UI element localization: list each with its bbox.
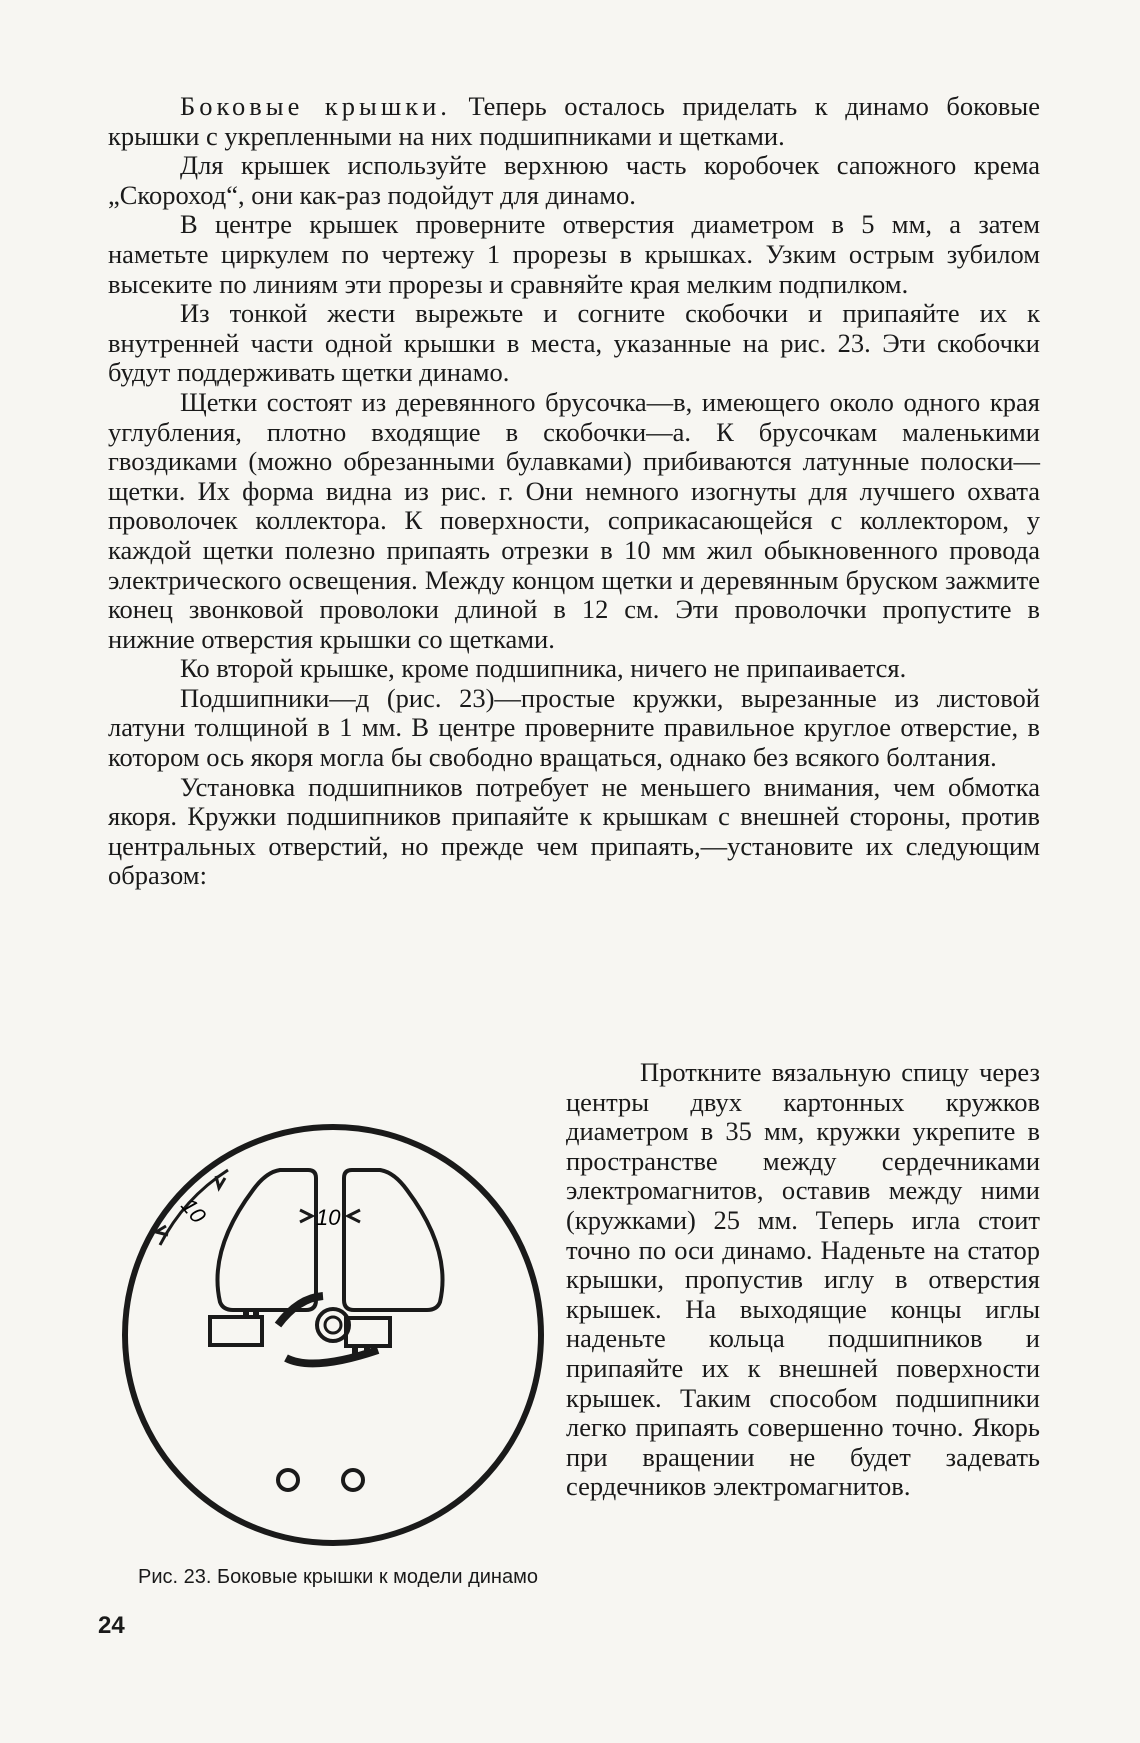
gap-dimension-label: 10 [316, 1205, 341, 1230]
paragraph-4: Из тонкой жести вырежьте и согните скобочки и припаяйте их к внутренней части одной крышки в места, указанные на рис. 23. Эти скобочки будут поддерживать щетки динамо. [108, 298, 1040, 388]
paragraph-6: Ко второй крышке, кроме подшипника, ничего не припаивается. [180, 653, 907, 684]
cover-outer-rim [125, 1127, 541, 1543]
brush-clip-right-2 [364, 1346, 370, 1356]
paragraph-8: Установка подшипников потребует не меньшего внимания, чем обмотка якоря. Кружки подшипников припаяйте к крышкам с внешней стороны, против центральных отверстий, но прежде чем припаять,—установите их следующим образом: [108, 771, 1040, 891]
paragraph-3: В центре крышек проверните отверстия диаметром в 5 мм, а затем наметьте циркулем по чертежу 1 прорезы в крышках. Узким острым зубилом высеките по линиям эти прорезы и сравняйте края мелким подпилком. [108, 209, 1040, 299]
paragraph-2: Для крышек используйте верхнюю часть коробочек сапожного крема „Скороход“, они как-раз подойдут для динамо. [108, 150, 1040, 210]
figure-caption: Рис. 23. Боковые крышки к модели динамо [138, 1566, 538, 1588]
arc-dimension-label: 10 [176, 1193, 212, 1228]
section-lead: Боковые крышки. [180, 91, 451, 121]
brush-clip-left-2 [243, 1308, 249, 1318]
page-number: 24 [98, 1612, 125, 1639]
gap-arrow-left [300, 1210, 312, 1222]
main-text [108, 92, 1040, 891]
gap-arrow-right [348, 1210, 360, 1222]
paragraph-9: Проткните вязальную спицу через центры двух картонных кружков диаметром в 35 мм, кружки укрепите в пространстве между сердечниками электромагнитов, оставив между ними (кружками) 25 мм. Теперь игла стоит точно по оси динамо. Наденьте на статор крышки, пропустив иглу в отверстия крышек. На выходящие концы иглы наденьте кольца подшипников и припаяйте их к внешней поверхности крышек. Таким способом подшипники легко припаять совершенно точно. Якорь при вращении не будет задевать сердечников электромагнитов. [566, 1057, 1040, 1502]
side-cover-drawing [108, 1110, 558, 1560]
dimension-arrow-2 [216, 1176, 225, 1188]
brush-holder-right [346, 1318, 390, 1346]
center-hole-inner [325, 1317, 341, 1333]
wire-hole-right [343, 1470, 363, 1490]
brush-holder-left [210, 1317, 262, 1345]
wire-hole-left [278, 1470, 298, 1490]
paragraph-5: Щетки состоят из деревянного брусочка—в, имеющего около одного края углубления, плотно входящие в скобочки—а. К брусочкам маленькими гвоздиками (можно обрезанными булавками) прибиваются латунные полоски—щетки. Их форма видна из рис. г. Они немного изогнуты для лучшего охвата проволочек коллектора. К поверхности, соприкасающейся с коллектором, у каждой щетки полезно припаять отрезки в 10 мм жил обыкновенного провода электрического освещения. Между концом щетки и деревянным бруском зажмите конец звонковой проволоки длиной в 12 см. Эти проволочки пропустите в нижние отверстия крышки со щетками. [108, 386, 1040, 654]
paragraph-1-text: Теперь осталось приделать к динамо боковые крышки с укрепленными на них подшипниками и щетками. [108, 91, 1040, 151]
left-slot [217, 1170, 316, 1310]
brush-clip-left-1 [253, 1308, 259, 1318]
brush-clip-right-1 [352, 1346, 358, 1356]
figure-23 [108, 1110, 558, 1589]
paragraph-7: Подшипники—д (рис. 23)—простые кружки, вырезанные из листовой латуни толщиной в 1 мм. В центре проверните правильное круглое отверстие, в котором ось якоря могла бы свободно вращаться, однако без всякого болтания. [108, 682, 1040, 773]
right-slot [344, 1170, 443, 1310]
paragraph-1 [108, 92, 1040, 151]
wrapped-text [566, 1058, 1040, 1502]
